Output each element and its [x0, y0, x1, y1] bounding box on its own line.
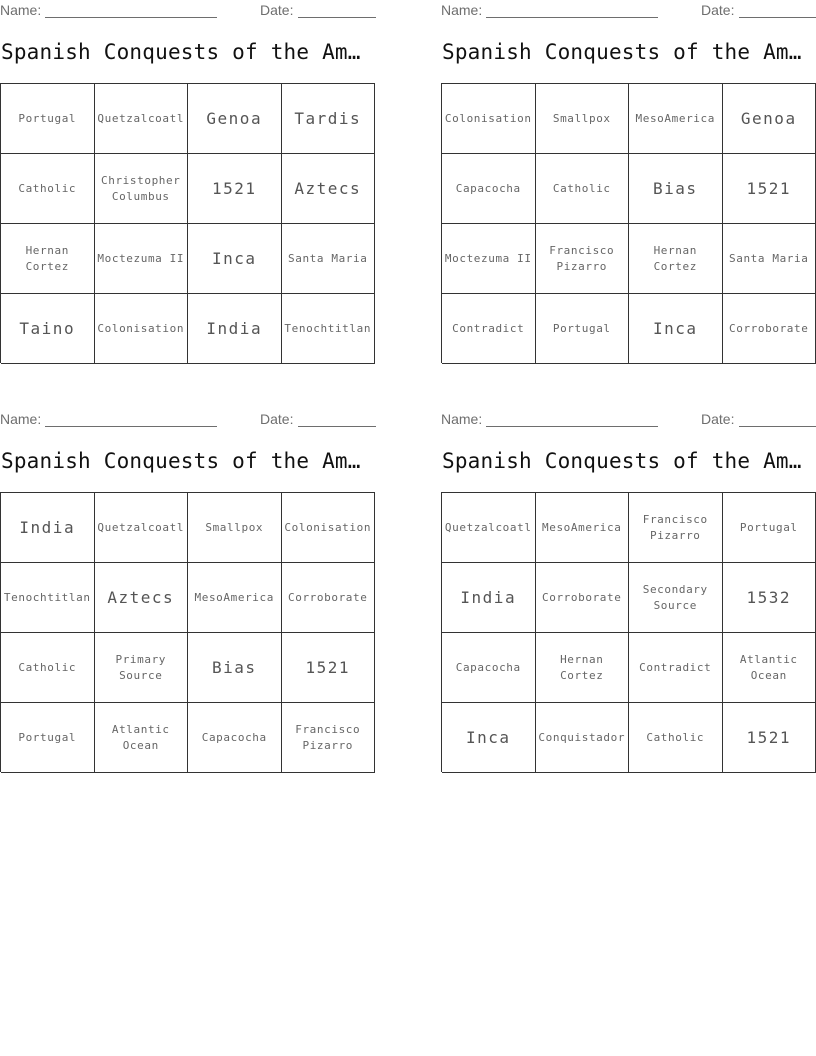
date-label: Date:: [701, 2, 735, 18]
bingo-cell: Inca: [442, 703, 536, 773]
card-title: Spanish Conquests of the Am…: [1, 40, 361, 64]
date-label: Date:: [260, 411, 294, 427]
bingo-cell: MesoAmerica: [629, 84, 723, 154]
bingo-cell: Genoa: [188, 84, 282, 154]
date-blank-line: [739, 17, 816, 18]
bingo-card-2: [441, 0, 816, 370]
bingo-cell: Francisco Pizarro: [536, 224, 630, 294]
date-blank-line: [298, 17, 376, 18]
bingo-cell: Hernan Cortez: [1, 224, 95, 294]
bingo-cell: Smallpox: [536, 84, 630, 154]
bingo-cell: India: [442, 563, 536, 633]
bingo-cell: Genoa: [723, 84, 816, 154]
bingo-grid: [0, 492, 375, 772]
bingo-cell: Corroborate: [723, 294, 816, 364]
name-date-header: [441, 2, 816, 20]
bingo-cell: Inca: [629, 294, 723, 364]
name-blank-line: [486, 426, 658, 427]
name-date-header: [0, 2, 375, 20]
bingo-cell: Tardis: [282, 84, 376, 154]
bingo-cell: Capacocha: [442, 633, 536, 703]
bingo-cell: Hernan Cortez: [629, 224, 723, 294]
bingo-cell: Atlantic Ocean: [95, 703, 189, 773]
bingo-cell: MesoAmerica: [536, 493, 630, 563]
bingo-grid: [441, 492, 816, 772]
bingo-cell: Moctezuma II: [95, 224, 189, 294]
bingo-cell: Primary Source: [95, 633, 189, 703]
bingo-cell: Colonisation: [282, 493, 376, 563]
bingo-cell: Catholic: [629, 703, 723, 773]
card-title: Spanish Conquests of the Am…: [442, 40, 802, 64]
bingo-card-1: [0, 0, 375, 370]
bingo-cell: Tenochtitlan: [282, 294, 376, 364]
date-label: Date:: [701, 411, 735, 427]
date-blank-line: [739, 426, 816, 427]
bingo-cell: Bias: [629, 154, 723, 224]
bingo-cell: Inca: [188, 224, 282, 294]
name-date-header: [0, 411, 375, 429]
bingo-cell: Catholic: [1, 633, 95, 703]
bingo-cell: Portugal: [1, 84, 95, 154]
bingo-cell: Contradict: [629, 633, 723, 703]
bingo-cell: Portugal: [536, 294, 630, 364]
bingo-cell: Quetzalcoatl: [442, 493, 536, 563]
bingo-cell: 1521: [188, 154, 282, 224]
bingo-cell: 1521: [282, 633, 376, 703]
bingo-cell: Colonisation: [442, 84, 536, 154]
bingo-cell: Santa Maria: [282, 224, 376, 294]
name-label: Name:: [0, 411, 42, 427]
name-blank-line: [486, 17, 658, 18]
name-blank-line: [45, 426, 217, 427]
bingo-cell: Taino: [1, 294, 95, 364]
bingo-cell: Portugal: [723, 493, 816, 563]
name-blank-line: [45, 17, 217, 18]
bingo-cell: Aztecs: [282, 154, 376, 224]
bingo-cell: Capacocha: [188, 703, 282, 773]
bingo-grid: [441, 83, 816, 363]
bingo-cell: Quetzalcoatl: [95, 84, 189, 154]
bingo-card-4: [441, 409, 816, 779]
bingo-cell: Moctezuma II: [442, 224, 536, 294]
bingo-cell: Capacocha: [442, 154, 536, 224]
bingo-cell: Bias: [188, 633, 282, 703]
bingo-card-3: [0, 409, 375, 779]
card-title: Spanish Conquests of the Am…: [442, 449, 802, 473]
bingo-cell: Catholic: [536, 154, 630, 224]
bingo-cell: India: [188, 294, 282, 364]
bingo-cell: Portugal: [1, 703, 95, 773]
bingo-cell: Atlantic Ocean: [723, 633, 816, 703]
bingo-cell: 1521: [723, 703, 816, 773]
bingo-cell: Colonisation: [95, 294, 189, 364]
bingo-cell: Catholic: [1, 154, 95, 224]
card-title: Spanish Conquests of the Am…: [1, 449, 361, 473]
name-label: Name:: [0, 2, 42, 18]
bingo-cell: Hernan Cortez: [536, 633, 630, 703]
date-label: Date:: [260, 2, 294, 18]
bingo-cell: Santa Maria: [723, 224, 816, 294]
bingo-cell: Tenochtitlan: [1, 563, 95, 633]
bingo-cell: Quetzalcoatl: [95, 493, 189, 563]
bingo-cell: Smallpox: [188, 493, 282, 563]
bingo-cell: MesoAmerica: [188, 563, 282, 633]
bingo-cell: Contradict: [442, 294, 536, 364]
bingo-cell: Corroborate: [282, 563, 376, 633]
date-blank-line: [298, 426, 376, 427]
bingo-cell: Aztecs: [95, 563, 189, 633]
name-label: Name:: [441, 411, 483, 427]
bingo-cell: Corroborate: [536, 563, 630, 633]
bingo-cell: India: [1, 493, 95, 563]
bingo-cell: 1532: [723, 563, 816, 633]
bingo-cell: Secondary Source: [629, 563, 723, 633]
bingo-cell: Francisco Pizarro: [282, 703, 376, 773]
bingo-cell: 1521: [723, 154, 816, 224]
name-label: Name:: [441, 2, 483, 18]
name-date-header: [441, 411, 816, 429]
bingo-grid: [0, 83, 375, 363]
bingo-cell: Francisco Pizarro: [629, 493, 723, 563]
bingo-cell: Christopher Columbus: [95, 154, 189, 224]
bingo-cell: Conquistador: [536, 703, 630, 773]
